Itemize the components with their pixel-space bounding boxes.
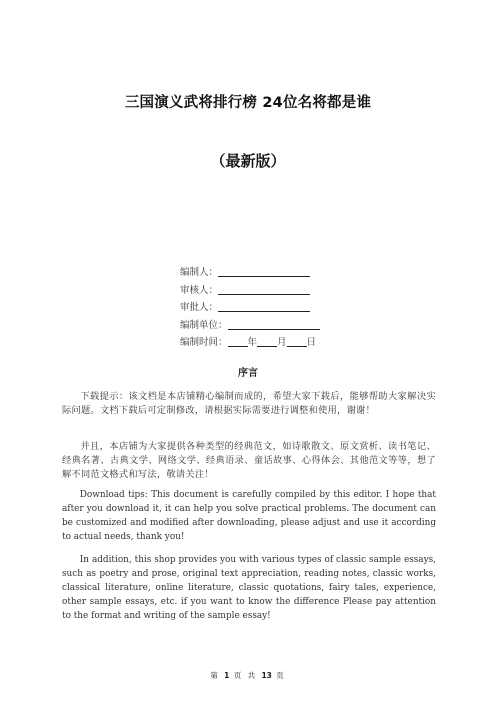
time-label: 编制时间： bbox=[180, 337, 228, 348]
editor-row bbox=[180, 264, 380, 282]
day-label: 日 bbox=[306, 337, 317, 348]
day-line bbox=[287, 335, 307, 347]
document-title: 三国演义武将排行榜 24位名将都是谁 bbox=[124, 95, 372, 111]
year-label: 年 bbox=[247, 337, 258, 348]
reviewer-line bbox=[218, 283, 310, 295]
current-page-number: 1 bbox=[224, 671, 230, 680]
footer-middle: 页 共 bbox=[233, 671, 258, 680]
unit-line bbox=[228, 318, 320, 330]
reviewer-label: 审核人： bbox=[180, 284, 219, 296]
preface-paragraph: 并且，本店铺为大家提供各种类型的经典范文，如诗歌散文、原文赏析、读书笔记、经典名著、古典文学、网络文学、经典语录、童话故事、心得体会、其他范文等等，想了解不同范文格式和写法，敬请关注！ bbox=[62, 441, 436, 480]
month-label: 月 bbox=[277, 337, 287, 348]
reviewer-row bbox=[180, 282, 380, 300]
approver-line bbox=[218, 300, 310, 312]
total-pages-number: 13 bbox=[261, 671, 272, 680]
preface-paragraph: 下载提示：该文档是本店铺精心编制而成的，希望大家下载后，能够帮助大家解决实际问题。文档下载后可定制修改，请根据实际需要进行调整和使用，谢谢！ bbox=[62, 391, 436, 416]
editor-label: 编制人： bbox=[180, 267, 219, 278]
preface-heading: 序言 bbox=[238, 368, 258, 379]
unit-row bbox=[180, 317, 380, 335]
preface-paragraph: In addition, this shop provides you with various types of classic sample essays, such as poetry and prose, original text appreciation, reading notes, classic works, classical literature, online literature, classic quotations, fairy tales, experience, other sample essays, etc. if you want to know the difference Please pay attention to the format and writing of the sample essay! bbox=[62, 555, 436, 621]
editor-line bbox=[218, 265, 310, 277]
footer-suffix: 页 bbox=[276, 671, 286, 680]
footer-prefix: 第 bbox=[210, 671, 220, 680]
document-subtitle: （最新版） bbox=[210, 152, 286, 170]
approval-form bbox=[180, 264, 380, 352]
preface-paragraph: Download tips: This document is carefully compiled by this editor. I hope that after you download it, it can help you solve practical problems. The document can be customized and modified after downloading, please adjust and use it according to actual needs, thank you! bbox=[62, 490, 436, 542]
approver-label: 审批人： bbox=[180, 302, 219, 313]
unit-label: 编制单位： bbox=[180, 319, 228, 331]
approver-row bbox=[180, 299, 380, 317]
year-line bbox=[228, 335, 248, 347]
time-row bbox=[180, 334, 380, 352]
month-line bbox=[257, 335, 277, 347]
page-footer bbox=[0, 670, 496, 681]
